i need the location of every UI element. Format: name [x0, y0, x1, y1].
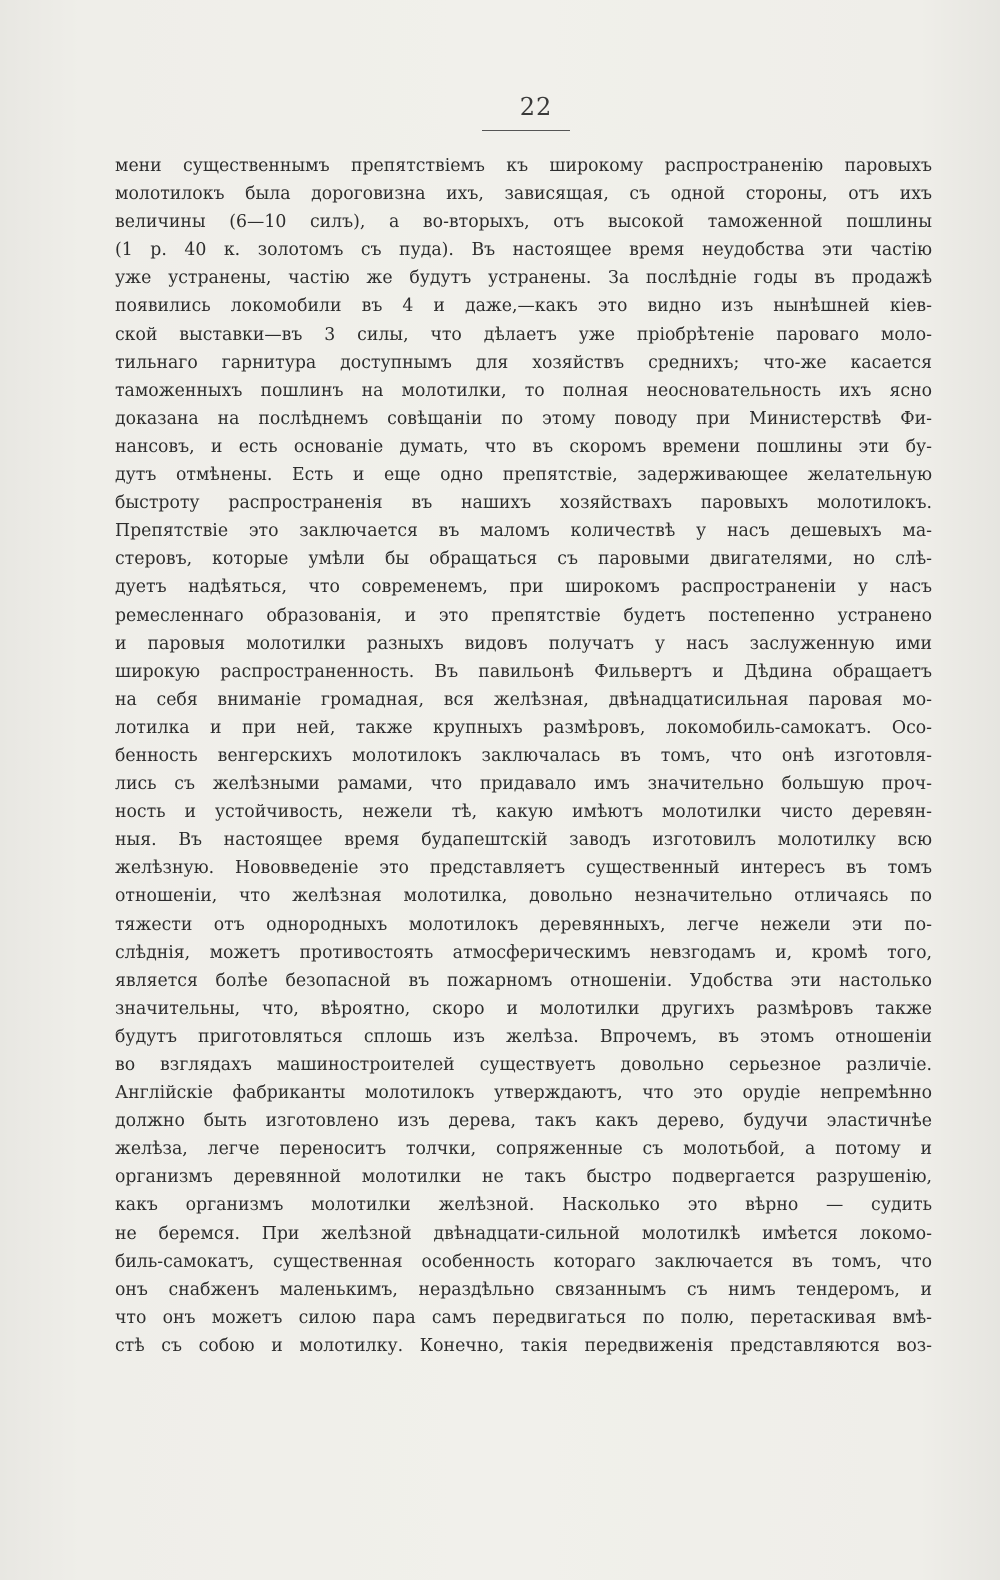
text-line: (1 р. 40 к. золотомъ съ пуда). Въ настоящее время неудобства эти частію — [115, 240, 932, 261]
text-line: уже устранены, частію же будутъ устранены. За послѣдніе годы въ продажѣ — [115, 268, 932, 289]
text-line: что онъ можетъ силою пара самъ передвигаться по полю, перетаскивая вмѣ- — [115, 1307, 932, 1328]
text-line: появились локомобили въ 4 и даже,—какъ это видно изъ нынѣшней кіев- — [115, 296, 932, 317]
text-line: тяжести отъ однородныхъ молотилокъ деревянныхъ, легче нежели эти по- — [115, 914, 932, 935]
body-text — [115, 152, 932, 1360]
text-line: какъ организмъ молотилки желѣзной. Насколько это вѣрно — судить — [115, 1195, 932, 1216]
page-number: 22 — [519, 93, 553, 121]
page-number-rule — [482, 130, 570, 131]
text-line: не беремся. При желѣзной двѣнадцати-сильной молотилкѣ имѣется локомо- — [115, 1223, 932, 1244]
text-line: будутъ приготовляться сплошь изъ желѣза. Впрочемъ, въ этомъ отношеніи — [115, 1026, 932, 1047]
text-line: и паровыя молотилки разныхъ видовъ получатъ у насъ заслуженную ими — [115, 633, 932, 654]
text-line: ской выставки—въ 3 силы, что дѣлаетъ уже пріобрѣтеніе пароваго моло- — [115, 324, 932, 345]
text-line: тильнаго гарнитура доступнымъ для хозяйствъ среднихъ; что-же касается — [115, 352, 932, 373]
text-line: желѣзную. Нововведеніе это представляетъ существенный интересъ въ томъ — [115, 858, 932, 879]
text-line: величины (6—10 силъ), а во-вторыхъ, отъ высокой таможенной пошлины — [115, 212, 932, 233]
text-line: слѣднія, можетъ противостоять атмосферическимъ невзгодамъ и, кромѣ того, — [115, 942, 932, 963]
text-line: таможенныхъ пошлинъ на молотилки, то полная неосновательность ихъ ясно — [115, 380, 932, 401]
text-line: нансовъ, и есть основаніе думать, что въ скоромъ времени пошлины эти бу- — [115, 436, 932, 457]
text-line: ность и устойчивость, нежели тѣ, какую имѣютъ молотилки чисто деревян- — [115, 802, 932, 823]
text-line: на себя вниманіе громадная, вся желѣзная, двѣнадцатисильная паровая мо- — [115, 689, 932, 710]
text-line: желѣза, легче переноситъ толчки, сопряженные съ молотьбой, а потому и — [115, 1139, 932, 1160]
text-line: бенность венгерскихъ молотилокъ заключалась въ томъ, что онѣ изготовля- — [115, 745, 932, 766]
text-line: биль-самокатъ, существенная особенность котораго заключается въ томъ, что — [115, 1251, 932, 1272]
text-line: лотилка и при ней, также крупныхъ размѣровъ, локомобиль-самокатъ. Осо- — [115, 717, 932, 738]
text-line: Препятствіе это заключается въ маломъ количествѣ у насъ дешевыхъ ма- — [115, 521, 932, 542]
text-line: стеровъ, которые умѣли бы обращаться съ паровыми двигателями, но слѣ- — [115, 549, 932, 570]
text-line: должно быть изготовлено изъ дерева, такъ какъ дерево, будучи эластичнѣе — [115, 1111, 932, 1132]
text-line: отношеніи, что желѣзная молотилка, довольно незначительно отличаясь по — [115, 886, 932, 907]
text-line: ныя. Въ настоящее время будапештскій заводъ изготовилъ молотилку всю — [115, 830, 932, 851]
text-line: организмъ деревянной молотилки не такъ быстро подвергается разрушенію, — [115, 1167, 932, 1188]
text-line: является болѣе безопасной въ пожарномъ отношеніи. Удобства эти настолько — [115, 970, 932, 991]
text-line: онъ снабженъ маленькимъ, нераздѣльно связаннымъ съ нимъ тендеромъ, и — [115, 1279, 932, 1300]
text-line: стѣ съ собою и молотилку. Конечно, такія передвиженія представляются воз- — [115, 1335, 932, 1356]
text-line: во взглядахъ машиностроителей существуетъ довольно серьезное различіе. — [115, 1055, 932, 1075]
text-line: лись съ желѣзными рамами, что придавало имъ значительно большую проч- — [115, 774, 932, 795]
text-line: дутъ отмѣнены. Есть и еще одно препятствіе, задерживающее желательную — [115, 465, 932, 486]
text-line: доказана на послѣднемъ совѣщаніи по этому поводу при Министерствѣ Фи- — [115, 408, 932, 429]
text-line: Англійскіе фабриканты молотилокъ утверждаютъ, что это орудіе непремѣнно — [115, 1083, 932, 1104]
text-line: ремесленнаго образованія, и это препятствіе будетъ постепенно устранено — [115, 605, 932, 626]
text-line: мени существеннымъ препятствіемъ къ широкому распространенію паровыхъ — [115, 156, 932, 176]
text-line: значительны, что, вѣроятно, скоро и молотилки другихъ размѣровъ также — [115, 998, 932, 1019]
text-line: молотилокъ была дороговизна ихъ, зависящая, съ одной стороны, отъ ихъ — [115, 184, 932, 205]
text-line: дуетъ надѣяться, что современемъ, при широкомъ распространеніи у насъ — [115, 577, 932, 598]
text-line: широкую распространенность. Въ павильонѣ Фильвертъ и Дѣдина обращаетъ — [115, 661, 932, 682]
text-line: быстроту распространенія въ нашихъ хозяйствахъ паровыхъ молотилокъ. — [115, 493, 932, 514]
